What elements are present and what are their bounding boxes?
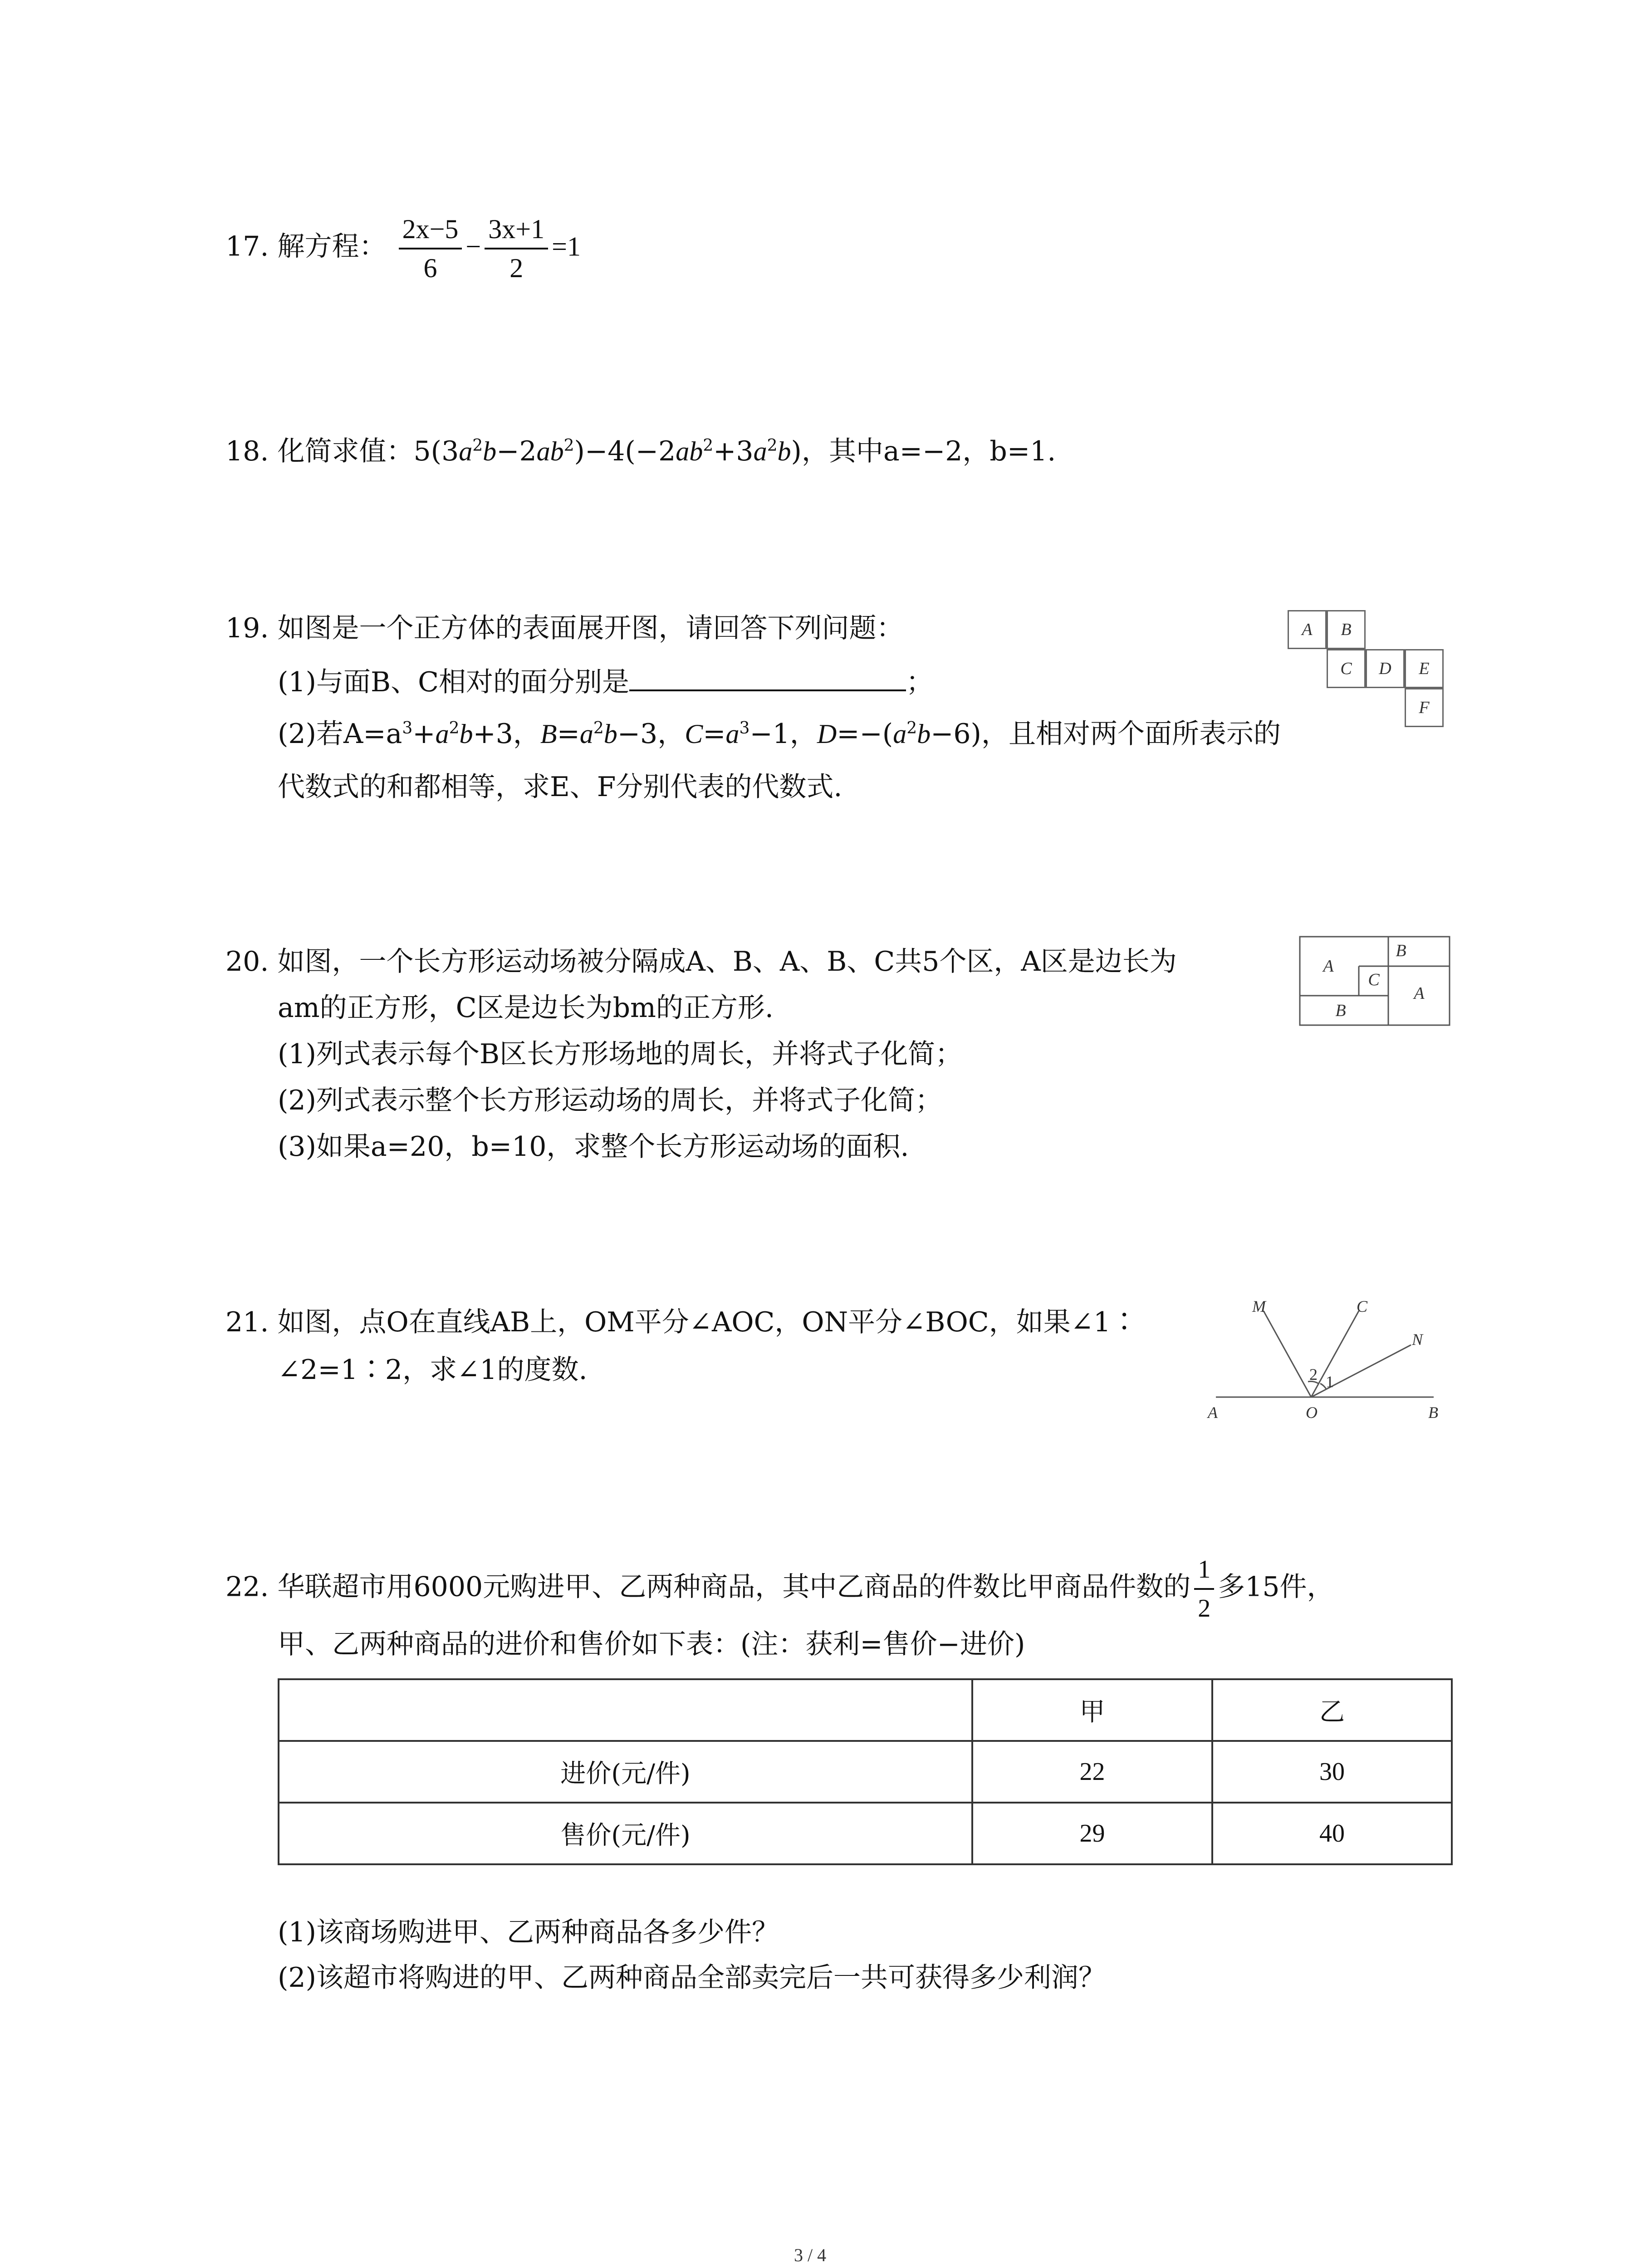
field-label-c: C xyxy=(1368,970,1380,989)
question-17 xyxy=(225,213,581,284)
answer-blank[interactable] xyxy=(629,662,906,691)
table-header-cell: 甲 xyxy=(972,1679,1212,1741)
cube-face-c: C xyxy=(1327,649,1366,688)
question-18-text: 化简求值：$5(3a^2b-2ab^2)-4(-2ab^2+3a^2b)$，其中a=−2，b=1. xyxy=(277,435,1056,467)
angle-label-2: 2 xyxy=(1309,1365,1318,1383)
table-cell: 22 xyxy=(972,1741,1212,1803)
question-18 xyxy=(225,433,1056,469)
question-number: 17. xyxy=(225,230,269,263)
question-20-part3: (3)如果a=20，b=10，求整个长方形运动场的面积. xyxy=(278,1131,909,1163)
table-cell: 30 xyxy=(1212,1741,1452,1803)
question-number: 19. xyxy=(225,612,269,644)
table-header-cell xyxy=(279,1679,972,1741)
label-a: A xyxy=(1208,1403,1218,1422)
cube-face-b: B xyxy=(1327,610,1366,649)
question-19-part1: (1)与面B、C相对的面分别是 ； xyxy=(278,662,933,700)
question-20-line2: am的正方形，C区是边长为bm的正方形. xyxy=(278,992,774,1024)
table-cell: 40 xyxy=(1212,1803,1452,1864)
question-22: 22. 华联超市用6000元购进甲、乙两种商品，其中乙商品的件数比甲商品件数的 $\frac{1}{2}$ 多15件， xyxy=(225,1554,1334,1624)
table-row xyxy=(279,1741,1452,1803)
cube-face-e: E xyxy=(1405,649,1444,688)
question-19-line2: 代数式的和都相等，求E、F分别代表的代数式. xyxy=(278,771,843,803)
table-row xyxy=(279,1803,1452,1864)
table-cell: 29 xyxy=(972,1803,1212,1864)
fraction-1-numerator: 2x−5 xyxy=(399,213,462,249)
question-22-line2: 甲、乙两种商品的进价和售价如下表：(注：获利=售价−进价) xyxy=(278,1628,1025,1660)
equation-rhs: =1 xyxy=(552,231,581,262)
field-label-a-left: A xyxy=(1323,957,1334,976)
question-20-part1: (1)列式表示每个B区长方形场地的周长，并将式子化简； xyxy=(278,1038,963,1070)
question-20-part2: (2)列式表示整个长方形运动场的周长，并将式子化简； xyxy=(278,1085,942,1116)
field-label-b-top: B xyxy=(1396,941,1406,960)
question-19 xyxy=(225,610,904,646)
question-prompt: 解方程： xyxy=(277,230,387,263)
cube-face-f: F xyxy=(1405,688,1444,727)
label-c: C xyxy=(1357,1297,1368,1315)
table-header-cell: 乙 xyxy=(1212,1679,1452,1741)
question-19-line1: 如图是一个正方体的表面展开图，请回答下列问题： xyxy=(277,612,904,644)
label-n: N xyxy=(1412,1330,1423,1349)
fraction-2-numerator: 3x+1 xyxy=(485,213,548,249)
minus-sign: − xyxy=(465,231,481,262)
price-table xyxy=(278,1678,1453,1865)
question-21 xyxy=(225,1304,1138,1340)
table-header-row xyxy=(279,1679,1452,1741)
question-21-line1: 如图，点O在直线AB上，OM平分∠AOC，ON平分∠BOC，如果∠1∶ xyxy=(277,1306,1138,1338)
page-number: 3 / 4 xyxy=(794,2245,827,2265)
question-22-part1: (1)该商场购进甲、乙两种商品各多少件？ xyxy=(278,1916,779,1948)
table-cell: 进价(元/件) xyxy=(279,1741,972,1803)
question-number: 20. xyxy=(225,946,269,978)
ray-om xyxy=(1264,1311,1311,1397)
question-20 xyxy=(225,943,1177,980)
fraction-2-denominator: 2 xyxy=(509,253,524,283)
cube-face-a: A xyxy=(1288,610,1327,649)
cube-net-diagram xyxy=(1288,610,1451,733)
question-22-part2: (2)该超市将购进的甲、乙两种商品全部卖完后一共可获得多少利润？ xyxy=(278,1962,1106,1994)
field-label-a-right: A xyxy=(1414,984,1425,1003)
label-o: O xyxy=(1306,1403,1318,1422)
question-number: 22. xyxy=(225,1571,269,1603)
field-label-b-bottom: B xyxy=(1335,1001,1346,1020)
fraction-2 xyxy=(485,213,548,284)
label-m: M xyxy=(1252,1297,1266,1315)
cube-face-d: D xyxy=(1366,649,1405,688)
angle-label-1: 1 xyxy=(1326,1373,1334,1391)
fraction-1 xyxy=(399,213,462,284)
question-20-line1: 如图，一个长方形运动场被分隔成A、B、A、B、C共5个区，A区是边长为 xyxy=(277,946,1177,978)
question-number: 21. xyxy=(225,1306,269,1338)
fraction-half: $\frac{1}{2}$ xyxy=(1194,1554,1214,1624)
label-b: B xyxy=(1428,1403,1438,1422)
question-19-part2: (2)若$A=a^3+a^2b+3$，$B=a^2b-3$，$C=a^3-1$，$D=-(a^2b-6)$，且相对两个面所表示的 xyxy=(278,718,1281,750)
question-21-line2: ∠2=1∶2，求∠1的度数. xyxy=(278,1354,588,1386)
table-cell: 售价(元/件) xyxy=(279,1803,972,1864)
angle-diagram xyxy=(1198,1293,1452,1424)
field-diagram xyxy=(1298,934,1452,1030)
question-number: 18. xyxy=(225,435,269,467)
fraction-1-denominator: 6 xyxy=(423,253,437,283)
